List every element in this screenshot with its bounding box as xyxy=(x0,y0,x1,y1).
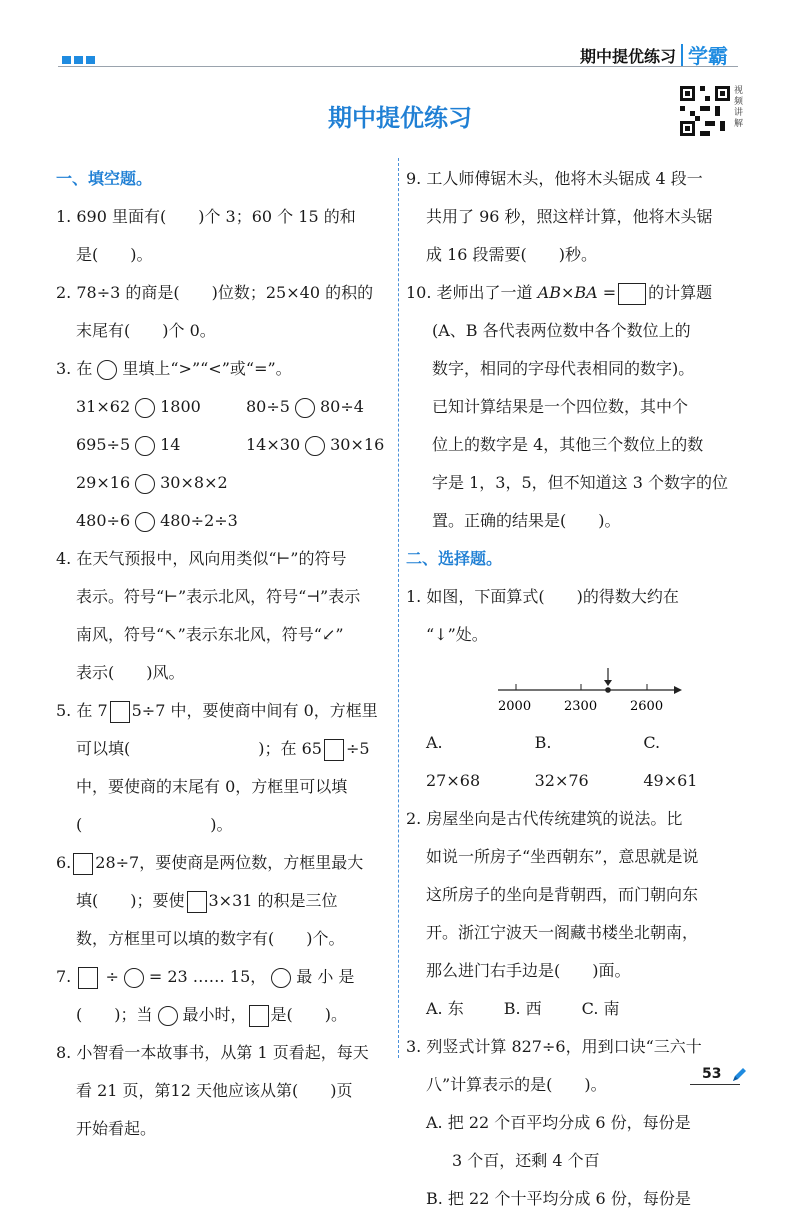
number-line xyxy=(406,654,752,724)
circle-blank[interactable] xyxy=(305,436,325,456)
down-arrow-head xyxy=(604,680,612,686)
compare-right: 480÷2÷3 xyxy=(160,511,238,530)
circle-blank[interactable] xyxy=(135,436,155,456)
compare-right: 30×8×2 xyxy=(160,473,228,492)
page-title: 期中提优练习 xyxy=(328,104,472,132)
compare-right: 30×16 xyxy=(330,435,385,454)
compare-row xyxy=(56,502,390,540)
q5-text: ÷5 xyxy=(345,739,370,758)
compare-left: 29×16 xyxy=(76,473,131,492)
question-10-line xyxy=(406,274,752,312)
choice-1-line: 1. 如图，下面算式( )的得数大约在 xyxy=(406,587,679,606)
choice-2-line: 2. 房屋坐向是古代传统建筑的说法。比 xyxy=(406,809,683,828)
question-6-line xyxy=(56,844,390,882)
question-3-prompt xyxy=(56,350,390,388)
circle-blank[interactable] xyxy=(271,968,291,988)
q7-text: ( )；当 xyxy=(76,1005,153,1024)
square-blank[interactable] xyxy=(324,739,344,761)
square-blank[interactable] xyxy=(110,701,130,723)
q6-text: 6. xyxy=(56,853,72,872)
compare-row xyxy=(56,426,390,464)
circle-blank[interactable] xyxy=(135,512,155,532)
choice-1-line: “↓”处。 xyxy=(426,625,488,644)
choice-3-line: 八”计算表示的是( )。 xyxy=(426,1075,607,1094)
right-column xyxy=(406,160,752,1218)
circle-blank[interactable] xyxy=(135,474,155,494)
question-10-line: 置。正确的结果是( )。 xyxy=(432,511,621,530)
square-blank[interactable] xyxy=(249,1005,269,1027)
brand-logo: 学霸 xyxy=(688,44,728,68)
option-b[interactable]: B. 西 xyxy=(503,999,542,1018)
option-a[interactable]: A. 27×68 xyxy=(426,733,481,790)
question-2-line: 2. 78÷3 的商是( )位数；25×40 的积的 xyxy=(56,283,374,302)
question-4-line: 4. 在天气预报中，风向用类似“⊢”的符号 xyxy=(56,549,347,568)
circle-blank[interactable] xyxy=(124,968,144,988)
compare-left: 80÷5 xyxy=(246,397,290,416)
q10-text: 的计算题 xyxy=(648,283,713,302)
page-number: 53 xyxy=(702,1066,722,1082)
question-10-line: 数字，相同的字母代表相同的数字)。 xyxy=(432,359,695,378)
question-7-line xyxy=(56,996,390,1034)
circle-blank[interactable] xyxy=(158,1006,178,1026)
option-a-continued: 3 个百，还剩 4 个百 xyxy=(452,1151,600,1170)
square-blank[interactable] xyxy=(187,891,207,913)
compare-left: 31×62 xyxy=(76,397,131,416)
q6-text: 28÷7，要使商是两位数，方框里最大 xyxy=(95,853,364,872)
choice-3-line: 3. 列竖式计算 827÷6，用到口诀“三六十 xyxy=(406,1037,702,1056)
q3-text: 3. 在 xyxy=(56,359,93,378)
option-c[interactable]: C. 49×61 xyxy=(643,733,698,790)
header-title: 期中提优练习 xyxy=(580,47,677,66)
left-column xyxy=(56,160,390,1148)
section-heading: 二、选择题。 xyxy=(406,549,503,568)
compare-left: 695÷5 xyxy=(76,435,131,454)
qr-code-icon[interactable] xyxy=(680,86,730,136)
choice-2-line: 开。浙江宁波天一阁藏书楼坐北朝南， xyxy=(426,923,699,942)
q5-text: 5. 在 7 xyxy=(56,701,108,720)
q7-text: 7. xyxy=(56,967,72,986)
circle-blank[interactable] xyxy=(135,398,155,418)
header-square xyxy=(74,56,83,64)
choice-2-line: 这所房子的坐向是背朝西，而门朝向东 xyxy=(426,885,699,904)
question-10-line: 字是 1，3，5，但不知道这 3 个数字的位 xyxy=(432,473,728,492)
q5-text: 5÷7 中，要使商中间有 0，方框里 xyxy=(131,701,378,720)
choice-1-options xyxy=(406,724,752,800)
option-a[interactable]: A. 把 22 个百平均分成 6 份，每份是 xyxy=(426,1113,691,1132)
q10-expression: AB×BA = xyxy=(537,283,617,302)
page-header xyxy=(0,0,800,80)
q6-text: 3×31 的积是三位 xyxy=(208,891,338,910)
header-separator xyxy=(681,44,683,66)
question-6-line: 数，方框里可以填的数字有( )个。 xyxy=(76,929,345,948)
question-5-line: 中，要使商的末尾有 0，方框里可以填 xyxy=(76,777,348,796)
square-blank[interactable] xyxy=(73,853,93,875)
pencil-icon xyxy=(730,1066,748,1084)
compare-right: 1800 xyxy=(160,397,201,416)
question-4-line: 南风，符号“↖”表示东北风，符号“↙” xyxy=(76,625,344,644)
question-5-line xyxy=(56,730,390,768)
tick-label: 2000 xyxy=(498,699,532,714)
choice-2-line: 如说一所房子“坐西朝东”，意思就是说 xyxy=(426,847,699,866)
q7-text: ÷ xyxy=(105,967,119,986)
compare-left: 480÷6 xyxy=(76,511,131,530)
q7-text: = 23 …… 15， xyxy=(148,967,267,986)
circle-blank[interactable] xyxy=(295,398,315,418)
qr-label: 视频讲解 xyxy=(734,86,744,129)
question-1-line: 1. 690 里面有( )个 3；60 个 15 的和 xyxy=(56,207,356,226)
q6-text: 填( )；要使 xyxy=(76,891,185,910)
square-blank[interactable] xyxy=(78,967,98,989)
question-10-line: 已知计算结果是一个四位数，其中个 xyxy=(432,397,689,416)
section-heading: 一、填空题。 xyxy=(56,169,153,188)
tick-label: 2300 xyxy=(564,699,598,714)
question-8-line: 开始看起。 xyxy=(76,1119,157,1138)
question-9-line: 成 16 段需要( )秒。 xyxy=(426,245,598,264)
compare-right: 14 xyxy=(160,435,181,454)
choice-2-line: 那么进门右手边是( )面。 xyxy=(426,961,631,980)
number-line-arrowhead xyxy=(674,686,682,694)
number-line-graphic xyxy=(406,654,752,724)
compare-row xyxy=(56,388,390,426)
question-4-line: 表示。符号“⊢”表示北风，符号“⊣”表示 xyxy=(76,587,361,606)
question-9-line: 共用了 96 秒，照这样计算，他将木头锯 xyxy=(426,207,713,226)
question-4-line: 表示( )风。 xyxy=(76,663,185,682)
header-square xyxy=(86,56,95,64)
option-c[interactable]: C. 南 xyxy=(581,999,620,1018)
header-square xyxy=(62,56,71,64)
circle-blank[interactable] xyxy=(97,360,117,380)
choice-2-options xyxy=(406,990,752,1028)
q5-text: 可以填( )；在 65 xyxy=(76,739,322,758)
marked-point xyxy=(605,687,611,693)
q7-text: 最小时， xyxy=(182,1005,247,1024)
q3-text: 里填上“>”“<”或“=”。 xyxy=(122,359,292,378)
question-6-line xyxy=(56,882,390,920)
square-blank[interactable] xyxy=(618,283,646,305)
question-10-line: 位上的数字是 4，其他三个数位上的数 xyxy=(432,435,704,454)
compare-row xyxy=(56,464,390,502)
page-number-rule xyxy=(690,1084,740,1085)
option-a[interactable]: A. 东 xyxy=(426,999,464,1018)
q7-text: 最 小 是 xyxy=(296,967,355,986)
q7-text: 是( )。 xyxy=(270,1005,348,1024)
question-5-line: ( )。 xyxy=(76,815,233,834)
question-5-line xyxy=(56,692,390,730)
question-2-line: 末尾有( )个 0。 xyxy=(76,321,216,340)
question-9-line: 9. 工人师傅锯木头，他将木头锯成 4 段一 xyxy=(406,169,703,188)
column-divider xyxy=(398,158,399,1058)
question-8-line: 8. 小智看一本故事书，从第 1 页看起，每天 xyxy=(56,1043,369,1062)
compare-left: 14×30 xyxy=(246,435,301,454)
question-8-line: 看 21 页，第12 天他应该从第( )页 xyxy=(76,1081,353,1100)
question-1-line: 是( )。 xyxy=(76,245,153,264)
option-b[interactable]: B. 把 22 个十平均分成 6 份，每份是 xyxy=(426,1189,691,1208)
question-10-line: (A、B 各代表两位数中各个数位上的 xyxy=(432,321,691,340)
tick-label: 2600 xyxy=(630,699,664,714)
compare-right: 80÷4 xyxy=(319,397,364,416)
option-b[interactable]: B. 32×76 xyxy=(534,733,589,790)
q10-text: 10. 老师出了一道 xyxy=(406,283,533,302)
question-7-line xyxy=(56,958,390,996)
